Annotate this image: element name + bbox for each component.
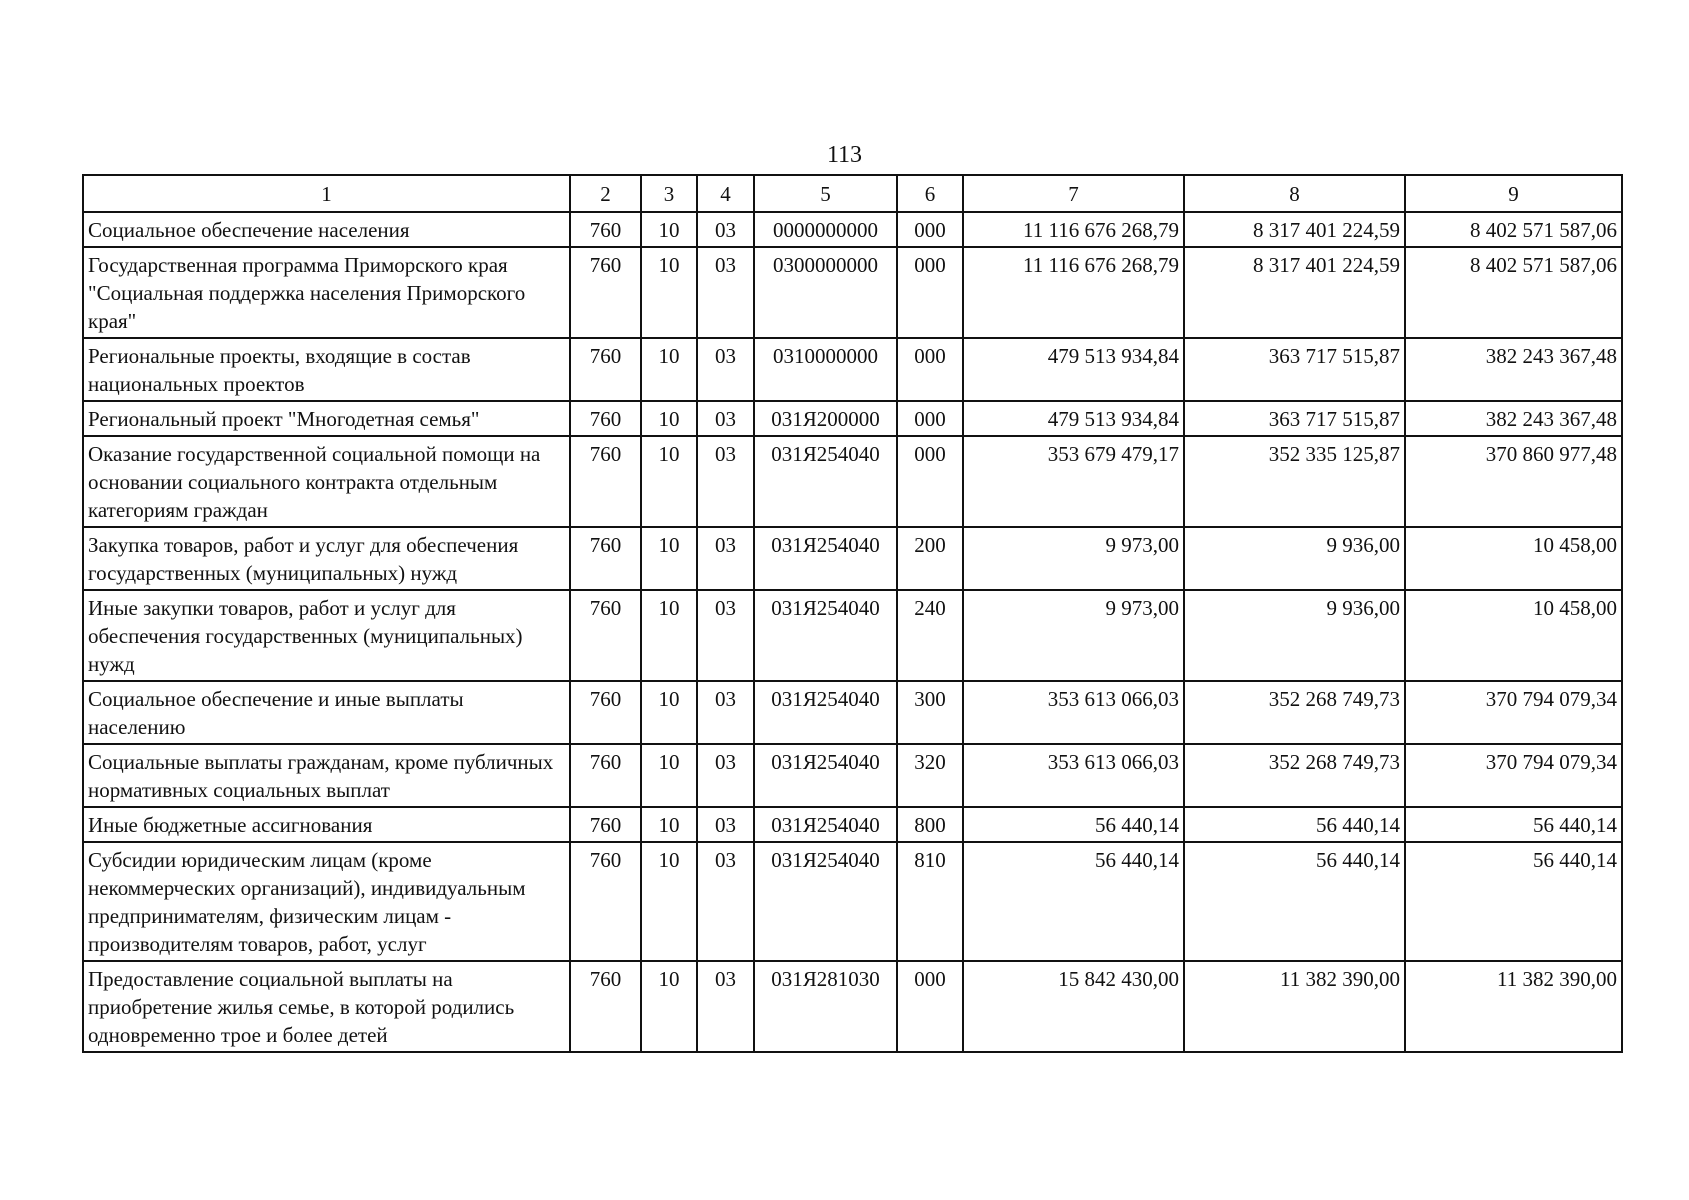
row-name-cell: Социальное обеспечение населения	[83, 212, 570, 247]
column-header: 9	[1405, 175, 1622, 212]
target-article-cell: 031Я254040	[754, 527, 897, 590]
target-article-cell: 031Я281030	[754, 961, 897, 1052]
amount-col7-cell: 56 440,14	[963, 842, 1184, 961]
column-header: 6	[897, 175, 963, 212]
column-header: 3	[641, 175, 697, 212]
subsection-code-cell: 03	[697, 436, 754, 527]
subsection-code-cell: 03	[697, 212, 754, 247]
amount-col9-cell: 8 402 571 587,06	[1405, 212, 1622, 247]
expense-type-cell: 000	[897, 212, 963, 247]
amount-col8-cell: 8 317 401 224,59	[1184, 247, 1405, 338]
target-article-cell: 031Я254040	[754, 842, 897, 961]
expense-type-cell: 000	[897, 961, 963, 1052]
table-row	[83, 744, 1622, 807]
amount-col8-cell: 8 317 401 224,59	[1184, 212, 1405, 247]
target-article-cell: 0300000000	[754, 247, 897, 338]
admin-code-cell: 760	[570, 681, 641, 744]
admin-code-cell: 760	[570, 590, 641, 681]
expense-type-cell: 200	[897, 527, 963, 590]
table-row	[83, 527, 1622, 590]
amount-col9-cell: 382 243 367,48	[1405, 401, 1622, 436]
amount-col7-cell: 353 613 066,03	[963, 744, 1184, 807]
admin-code-cell: 760	[570, 436, 641, 527]
target-article-cell: 031Я200000	[754, 401, 897, 436]
section-code-cell: 10	[641, 436, 697, 527]
subsection-code-cell: 03	[697, 527, 754, 590]
expense-type-cell: 000	[897, 338, 963, 401]
section-code-cell: 10	[641, 681, 697, 744]
amount-col7-cell: 11 116 676 268,79	[963, 212, 1184, 247]
amount-col8-cell: 363 717 515,87	[1184, 401, 1405, 436]
table-header-row	[83, 175, 1622, 212]
admin-code-cell: 760	[570, 744, 641, 807]
amount-col7-cell: 9 973,00	[963, 527, 1184, 590]
subsection-code-cell: 03	[697, 590, 754, 681]
amount-col8-cell: 9 936,00	[1184, 527, 1405, 590]
table-row	[83, 681, 1622, 744]
amount-col9-cell: 56 440,14	[1405, 842, 1622, 961]
expense-type-cell: 320	[897, 744, 963, 807]
expense-type-cell: 000	[897, 401, 963, 436]
amount-col8-cell: 56 440,14	[1184, 807, 1405, 842]
amount-col8-cell: 352 268 749,73	[1184, 681, 1405, 744]
row-name-cell: Субсидии юридическим лицам (кроме некоммерческих организаций), индивидуальным предпринимателям, физическим лицам - производителям товаров, работ, услуг	[83, 842, 570, 961]
target-article-cell: 031Я254040	[754, 681, 897, 744]
amount-col9-cell: 10 458,00	[1405, 590, 1622, 681]
section-code-cell: 10	[641, 212, 697, 247]
amount-col7-cell: 479 513 934,84	[963, 401, 1184, 436]
subsection-code-cell: 03	[697, 338, 754, 401]
target-article-cell: 0310000000	[754, 338, 897, 401]
amount-col9-cell: 370 794 079,34	[1405, 681, 1622, 744]
expense-type-cell: 800	[897, 807, 963, 842]
target-article-cell: 031Я254040	[754, 436, 897, 527]
row-name-cell: Государственная программа Приморского края "Социальная поддержка населения Приморского края"	[83, 247, 570, 338]
amount-col7-cell: 353 679 479,17	[963, 436, 1184, 527]
column-header: 2	[570, 175, 641, 212]
expense-type-cell: 300	[897, 681, 963, 744]
section-code-cell: 10	[641, 338, 697, 401]
subsection-code-cell: 03	[697, 681, 754, 744]
column-header: 1	[83, 175, 570, 212]
target-article-cell: 031Я254040	[754, 590, 897, 681]
row-name-cell: Иные закупки товаров, работ и услуг для обеспечения государственных (муниципальных) нужд	[83, 590, 570, 681]
row-name-cell: Иные бюджетные ассигнования	[83, 807, 570, 842]
amount-col7-cell: 353 613 066,03	[963, 681, 1184, 744]
admin-code-cell: 760	[570, 247, 641, 338]
amount-col7-cell: 9 973,00	[963, 590, 1184, 681]
expense-type-cell: 810	[897, 842, 963, 961]
amount-col9-cell: 370 860 977,48	[1405, 436, 1622, 527]
admin-code-cell: 760	[570, 807, 641, 842]
subsection-code-cell: 03	[697, 247, 754, 338]
table-row	[83, 961, 1622, 1052]
amount-col8-cell: 56 440,14	[1184, 842, 1405, 961]
table-row	[83, 842, 1622, 961]
table-row	[83, 338, 1622, 401]
table-body	[83, 212, 1622, 1052]
table-row	[83, 212, 1622, 247]
table-row	[83, 436, 1622, 527]
column-header: 5	[754, 175, 897, 212]
admin-code-cell: 760	[570, 338, 641, 401]
target-article-cell: 031Я254040	[754, 807, 897, 842]
amount-col7-cell: 479 513 934,84	[963, 338, 1184, 401]
amount-col9-cell: 382 243 367,48	[1405, 338, 1622, 401]
table-row	[83, 807, 1622, 842]
amount-col9-cell: 56 440,14	[1405, 807, 1622, 842]
column-header: 7	[963, 175, 1184, 212]
expense-type-cell: 000	[897, 247, 963, 338]
amount-col8-cell: 363 717 515,87	[1184, 338, 1405, 401]
subsection-code-cell: 03	[697, 842, 754, 961]
row-name-cell: Региональные проекты, входящие в состав национальных проектов	[83, 338, 570, 401]
section-code-cell: 10	[641, 401, 697, 436]
amount-col7-cell: 15 842 430,00	[963, 961, 1184, 1052]
section-code-cell: 10	[641, 961, 697, 1052]
row-name-cell: Предоставление социальной выплаты на приобретение жилья семье, в которой родились одновременно трое и более детей	[83, 961, 570, 1052]
table-row	[83, 247, 1622, 338]
subsection-code-cell: 03	[697, 807, 754, 842]
amount-col9-cell: 8 402 571 587,06	[1405, 247, 1622, 338]
amount-col7-cell: 11 116 676 268,79	[963, 247, 1184, 338]
admin-code-cell: 760	[570, 527, 641, 590]
admin-code-cell: 760	[570, 961, 641, 1052]
section-code-cell: 10	[641, 807, 697, 842]
row-name-cell: Оказание государственной социальной помощи на основании социального контракта отдельным категориям граждан	[83, 436, 570, 527]
amount-col8-cell: 11 382 390,00	[1184, 961, 1405, 1052]
admin-code-cell: 760	[570, 842, 641, 961]
section-code-cell: 10	[641, 744, 697, 807]
budget-table	[82, 174, 1623, 1053]
target-article-cell: 031Я254040	[754, 744, 897, 807]
amount-col8-cell: 352 268 749,73	[1184, 744, 1405, 807]
page-number: 113	[826, 142, 863, 168]
column-header: 4	[697, 175, 754, 212]
subsection-code-cell: 03	[697, 744, 754, 807]
row-name-cell: Региональный проект "Многодетная семья"	[83, 401, 570, 436]
section-code-cell: 10	[641, 527, 697, 590]
row-name-cell: Социальное обеспечение и иные выплаты населению	[83, 681, 570, 744]
section-code-cell: 10	[641, 590, 697, 681]
subsection-code-cell: 03	[697, 401, 754, 436]
row-name-cell: Закупка товаров, работ и услуг для обеспечения государственных (муниципальных) нужд	[83, 527, 570, 590]
column-header: 8	[1184, 175, 1405, 212]
amount-col7-cell: 56 440,14	[963, 807, 1184, 842]
amount-col9-cell: 10 458,00	[1405, 527, 1622, 590]
section-code-cell: 10	[641, 842, 697, 961]
table-row	[83, 401, 1622, 436]
amount-col8-cell: 9 936,00	[1184, 590, 1405, 681]
amount-col9-cell: 370 794 079,34	[1405, 744, 1622, 807]
admin-code-cell: 760	[570, 212, 641, 247]
admin-code-cell: 760	[570, 401, 641, 436]
amount-col9-cell: 11 382 390,00	[1405, 961, 1622, 1052]
expense-type-cell: 000	[897, 436, 963, 527]
target-article-cell: 0000000000	[754, 212, 897, 247]
amount-col8-cell: 352 335 125,87	[1184, 436, 1405, 527]
table-row	[83, 590, 1622, 681]
row-name-cell: Социальные выплаты гражданам, кроме публичных нормативных социальных выплат	[83, 744, 570, 807]
section-code-cell: 10	[641, 247, 697, 338]
expense-type-cell: 240	[897, 590, 963, 681]
subsection-code-cell: 03	[697, 961, 754, 1052]
